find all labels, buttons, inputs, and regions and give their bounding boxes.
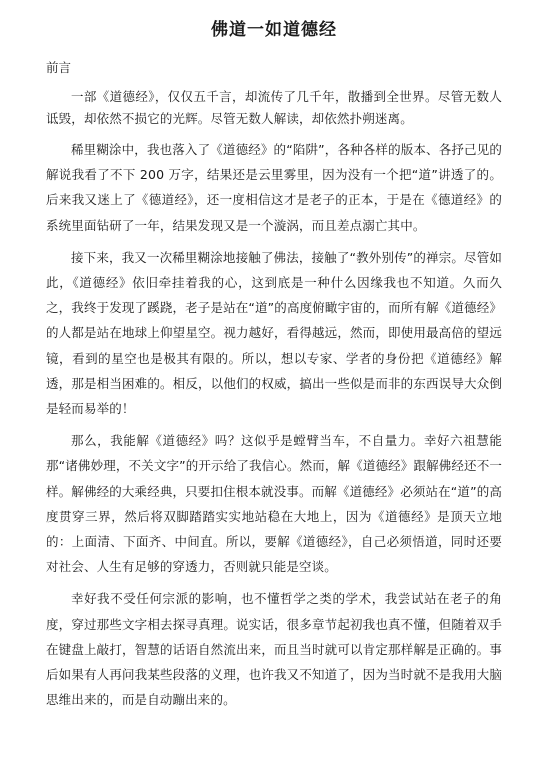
preface-label: 前言 — [46, 60, 72, 75]
paragraph-5: 幸好我不受任何宗派的影响，也不懂哲学之类的学术，我尝试站在老子的角度，穿过那些文字相去探寻真理。说实话，很多章节起初我也真不懂，但随着双手在键盘上敲打，智慧的话语自然流出来，而且当时就可以肯定那样解是正确的。事后如果有人再问我某些段落的义理，也许我又不知道了，因为当时就不是我用大脑思维出来的，而是自动蹦出来的。 — [46, 591, 502, 708]
paragraph-4: 那么，我能解《道德经》吗？这似乎是螳臂当车，不自量力。幸好六祖慧能那“诸佛妙理，不关文字”的开示给了我信心。然而，解《道德经》跟解佛经还不一样。解佛经的大乘经典，只要扣住根本就没事。而解《道德经》必须站在“道”的高度贯穿三界，然后将双脚踏踏实实地站稳在大地上，因为《道德经》是顶天立地的：上面清、下面齐、中间直。所以，要解《道德经》，自己必须悟道，同时还要对社会、人生有足够的穿透力，否则就只能是空谈。 — [46, 433, 503, 575]
paragraph-3: 接下来，我又一次稀里糊涂地接触了佛法，接触了“教外别传”的禅宗。尽管如此，《道德经》依旧牵挂着我的心，这到底是一种什么因缘我也不知道。久而久之，我终于发现了蹊跷，老子是站在“道”的高度俯瞰宇宙的，而所有解《道德经》的人都是站在地球上仰望星空。视力越好，看得越远，然而，即使用最高倍的望远镜，看到的星空也是极其有限的。所以，想以专家、学者的身份把《道德经》解透，那是相当困难的。相反，以他们的权威，搞出一些似是而非的东西误导大众倒是轻而易举的！ — [46, 249, 503, 417]
document-title: 佛道一如道德经 — [211, 20, 337, 40]
paragraph-2: 稀里糊涂中，我也落入了《道德经》的“陷阱”，各种各样的版本、各抒己见的解说我看了不下 200 万字，结果还是云里雾里，因为没有一个把“道”讲透了的。后来我又迷上了《德道经》，还一度相信这才是老子的正本，于是在《德道经》的系统里面钻研了一年，结果发现又是一个漩涡，而且差点溺亡其中。 — [46, 142, 502, 233]
paragraph-1: 一部《道德经》，仅仅五千言，却流传了几千年，散播到全世界。尽管无数人诋毁，却依然不损它的光辉。尽管无数人解读，却依然扑朔迷离。 — [46, 89, 502, 126]
